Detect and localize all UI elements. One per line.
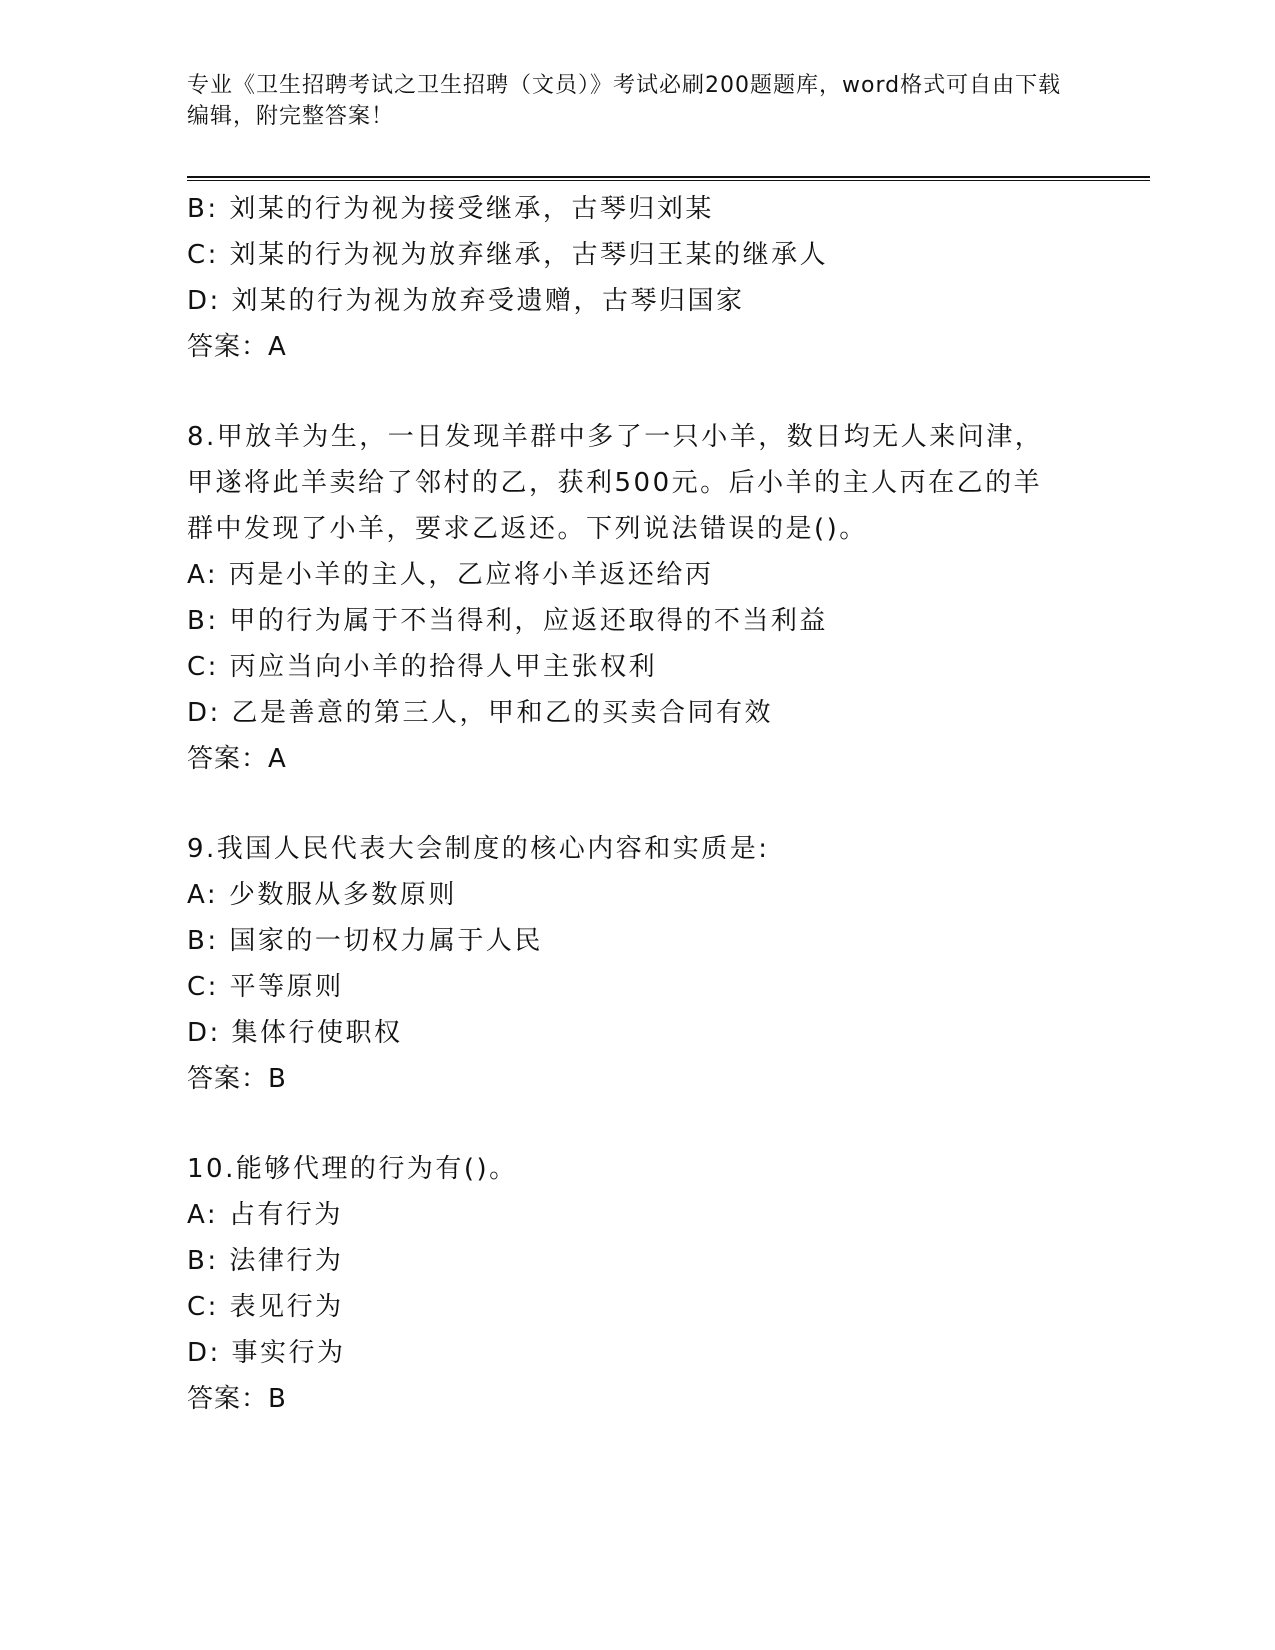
option-c: C: 丙应当向小羊的拾得人甲主张权利 bbox=[187, 652, 658, 682]
option-d: D: 刘某的行为视为放弃受遗赠，古琴归国家 bbox=[187, 286, 745, 316]
option-d: D: 乙是善意的第三人，甲和乙的买卖合同有效 bbox=[187, 698, 774, 728]
question-stem: 9.我国人民代表大会制度的核心内容和实质是: bbox=[187, 834, 770, 864]
header-divider bbox=[187, 176, 1150, 181]
question-8 bbox=[187, 414, 1087, 782]
option-a: A: 占有行为 bbox=[187, 1200, 343, 1230]
question-10 bbox=[187, 1146, 1087, 1422]
document-header: 专业《卫生招聘考试之卫生招聘（文员）》考试必刷200题题库，word格式可自由下载编辑，附完整答案！ bbox=[187, 73, 1062, 129]
question-fragment bbox=[187, 186, 1087, 370]
answer-line: 答案：B bbox=[187, 1384, 287, 1414]
option-b: B: 国家的一切权力属于人民 bbox=[187, 926, 543, 956]
answer-line: 答案：B bbox=[187, 1064, 287, 1094]
option-c: C: 刘某的行为视为放弃继承，古琴归王某的继承人 bbox=[187, 240, 829, 270]
question-stem: 甲遂将此羊卖给了邻村的乙，获利500元。后小羊的主人丙在乙的羊 bbox=[187, 468, 1043, 498]
option-b: B: 刘某的行为视为接受继承，古琴归刘某 bbox=[187, 194, 714, 224]
question-stem: 群中发现了小羊，要求乙返还。下列说法错误的是()。 bbox=[187, 514, 868, 544]
answer-line: 答案：A bbox=[187, 744, 287, 774]
answer-line: 答案：A bbox=[187, 332, 287, 362]
option-a: A: 丙是小羊的主人，乙应将小羊返还给丙 bbox=[187, 560, 714, 590]
option-a: A: 少数服从多数原则 bbox=[187, 880, 457, 910]
option-c: C: 平等原则 bbox=[187, 972, 344, 1002]
document-body bbox=[187, 186, 1087, 1422]
option-c: C: 表见行为 bbox=[187, 1292, 344, 1322]
option-b: B: 甲的行为属于不当得利，应返还取得的不当利益 bbox=[187, 606, 828, 636]
question-stem: 10.能够代理的行为有()。 bbox=[187, 1154, 518, 1184]
option-d: D: 事实行为 bbox=[187, 1338, 346, 1368]
option-d: D: 集体行使职权 bbox=[187, 1018, 403, 1048]
option-b: B: 法律行为 bbox=[187, 1246, 344, 1276]
question-9 bbox=[187, 826, 1087, 1102]
question-stem: 8.甲放羊为生，一日发现羊群中多了一只小羊，数日均无人来问津， bbox=[187, 422, 1044, 452]
